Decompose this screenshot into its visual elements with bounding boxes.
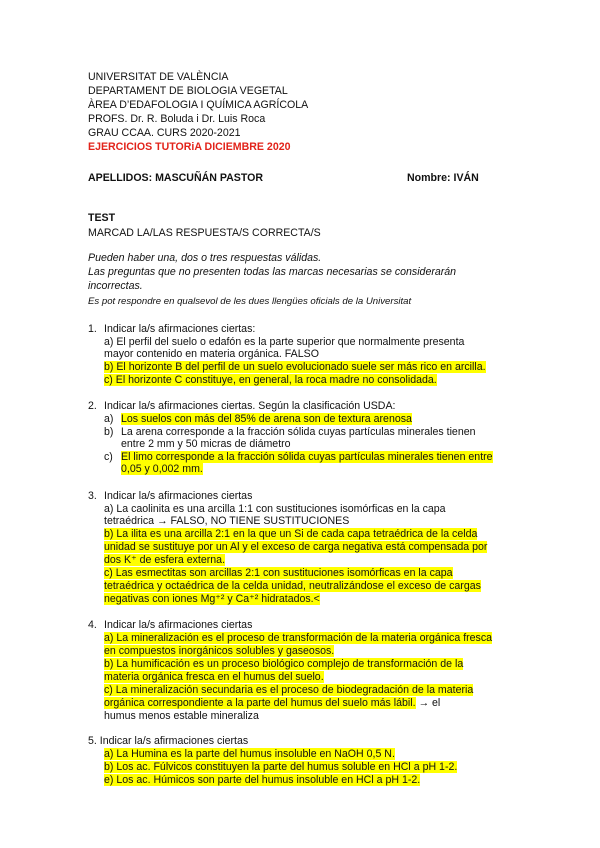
name-field: Nombre: IVÁN xyxy=(407,172,479,184)
q4-option-a: a) La mineralización es el proceso de transformación de la materia orgánica fresca xyxy=(104,632,493,644)
test-note-3: Es pot respondre en qualsevol de les dues llengües oficials de la Universitat xyxy=(88,296,412,307)
q4-stem: Indicar la/s afirmaciones ciertas xyxy=(104,619,253,631)
q2-option-c-cont: 0,05 y 0,002 mm. xyxy=(121,463,203,475)
q3-option-a-cont: tetraédrica → FALSO, NO TIENE SUSTITUCIONES xyxy=(104,515,350,527)
q4-option-c-cont-line xyxy=(104,697,440,709)
q4-option-c-cont2: humus menos estable mineraliza xyxy=(104,710,259,722)
test-note-2b: incorrectas. xyxy=(88,280,143,292)
q4-option-c-tail: → el xyxy=(415,697,441,709)
q5-option-b: b) Los ac. Fúlvicos constituyen la parte del humus soluble en HCl a pH 1-2. xyxy=(104,761,458,773)
q3-option-a: a) La caolinita es una arcilla 1:1 con sustituciones isomórficas en la capa xyxy=(104,503,446,515)
q1-option-b: b) El horizonte B del perfil de un suelo evolucionado suele ser más rico en arcilla. xyxy=(104,361,486,373)
q2-stem: Indicar la/s afirmaciones ciertas. Según la clasificación USDA: xyxy=(104,400,396,412)
area-name: ÀREA D’EDAFOLOGIA I QUÍMICA AGRÍCOLA xyxy=(88,99,309,111)
q3-number: 3. xyxy=(88,490,97,502)
q5-option-e: e) Los ac. Húmicos son parte del humus insoluble en HCl a pH 1-2. xyxy=(104,774,421,786)
q2-letter-b: b) xyxy=(104,426,114,438)
q4-option-b-cont: materia orgánica fresca en el humus del suelo. xyxy=(104,671,324,683)
q2-letter-c: c) xyxy=(104,451,113,463)
course: GRAU CCAA. CURS 2020-2021 xyxy=(88,127,241,139)
q5-stem: 5. Indicar la/s afirmaciones ciertas xyxy=(88,735,249,747)
q2-option-b-cont: entre 2 mm y 50 micras de diámetro xyxy=(121,438,291,450)
q4-number: 4. xyxy=(88,619,97,631)
q2-option-a: Los suelos con más del 85% de arena son de textura arenosa xyxy=(121,413,412,425)
surname-field: APELLIDOS: MASCUÑÁN PASTOR xyxy=(88,172,263,184)
q2-option-c: El limo corresponde a la fracción sólida cuyas partículas minerales tienen entre xyxy=(121,451,493,463)
q1-option-a-cont: mayor contenido en materia orgánica. FALSO xyxy=(104,348,319,360)
q2-letter-a: a) xyxy=(104,413,114,425)
test-title: TEST xyxy=(88,212,116,224)
q5-option-a: a) La Humina es la parte del humus insoluble en NaOH 0,5 N. xyxy=(104,748,395,760)
q2-number: 2. xyxy=(88,400,97,412)
test-note-1: Pueden haber una, dos o tres respuestas válidas. xyxy=(88,252,322,264)
q3-option-b-cont: unidad se sustituye por un Al y el exceso de carga negativa está compensada por xyxy=(104,541,488,553)
q3-option-b: b) La ilita es una arcilla 2:1 en la que un Si de cada capa tetraédrica de la celda xyxy=(104,528,478,540)
q1-option-c: c) El horizonte C constituye, en general, la roca madre no consolidada. xyxy=(104,374,437,386)
q4-option-b: b) La humificación es un proceso biológico complejo de transformación de la xyxy=(104,658,464,670)
q1-number: 1. xyxy=(88,323,97,335)
q4-option-c-cont: orgánica correspondiente a la parte del humus del suelo más lábil. xyxy=(104,697,416,709)
q3-stem: Indicar la/s afirmaciones ciertas xyxy=(104,490,253,502)
department-name: DEPARTAMENT DE BIOLOGIA VEGETAL xyxy=(88,85,288,97)
university-name: UNIVERSITAT DE VALÈNCIA xyxy=(88,71,229,83)
q3-option-c: c) Las esmectitas son arcillas 2:1 con sustituciones isomórficas en la capa xyxy=(104,567,453,579)
q3-option-c-cont2: negativas con iones Mg⁺² y Ca⁺² hidratados.< xyxy=(104,593,320,605)
q1-stem: Indicar la/s afirmaciones ciertas: xyxy=(104,323,256,335)
q3-option-c-cont: tetraédrica y octaédrica de la celda unidad, neutralizándose el exceso de cargas xyxy=(104,580,481,592)
q2-option-b: La arena corresponde a la fracción sólida cuyas partículas minerales tienen xyxy=(121,426,476,438)
exercise-title: EJERCICIOS TUTORiA DICIEMBRE 2020 xyxy=(88,141,291,153)
q4-option-a-cont: en compuestos inorgánicos solubles y gaseosos. xyxy=(104,645,335,657)
professors: PROFS. Dr. R. Boluda i Dr. Luis Roca xyxy=(88,113,266,125)
q3-option-b-cont2: dos K⁺ de esfera externa. xyxy=(104,554,226,566)
test-instruction: MARCAD LA/LAS RESPUESTA/S CORRECTA/S xyxy=(88,227,321,239)
q1-option-a: a) El perfil del suelo o edafón es la parte superior que normalmente presenta xyxy=(104,336,465,348)
test-note-2a: Las preguntas que no presenten todas las marcas necesarias se considerarán xyxy=(88,266,457,278)
q4-option-c: c) La mineralización secundaria es el proceso de biodegradación de la materia xyxy=(104,684,474,696)
